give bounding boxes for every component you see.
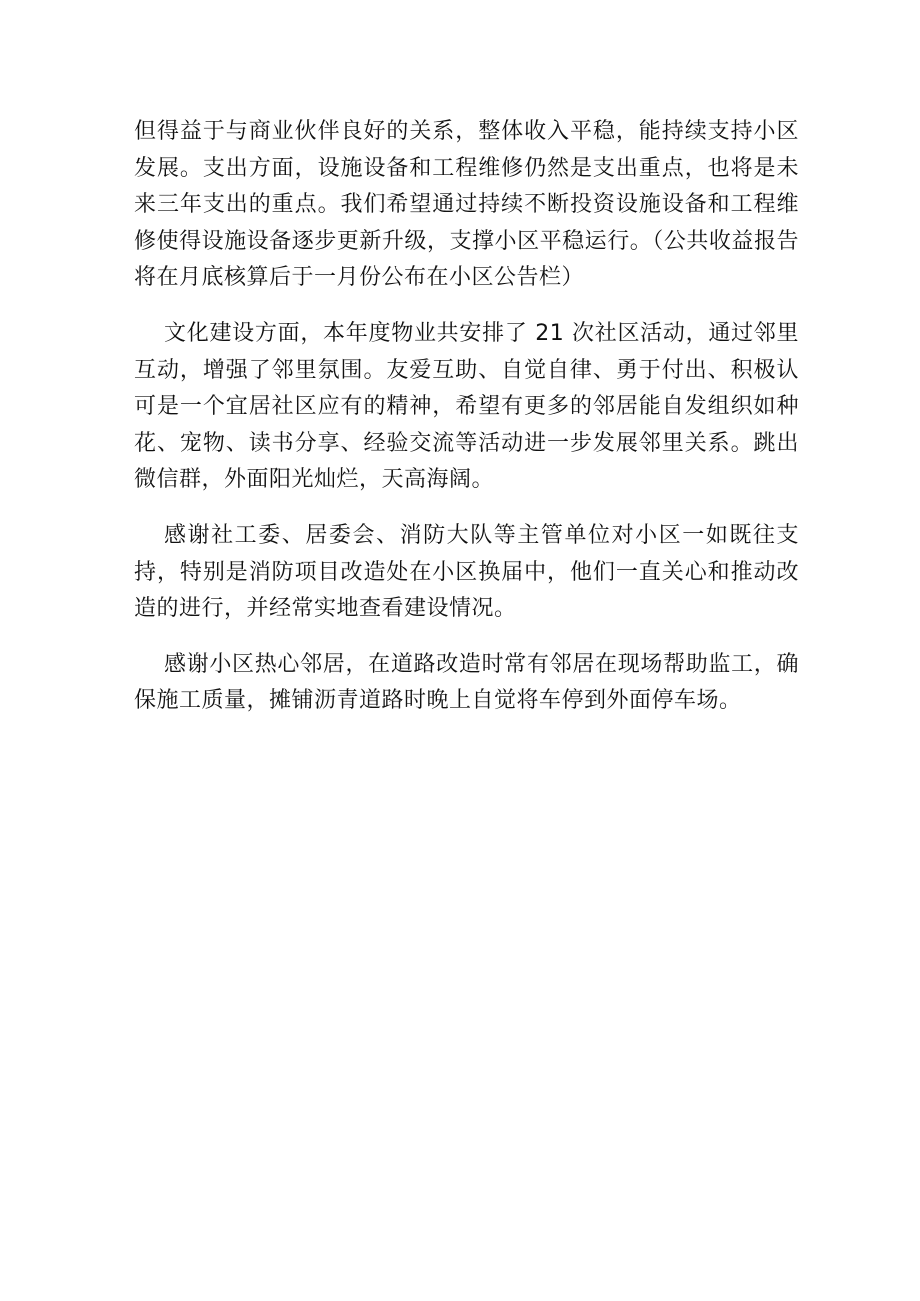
body-text (134, 114, 799, 739)
paragraph-thanks-authorities: 感谢社工委、居委会、消防大队等主管单位对小区一如既往支持，特别是消防项目改造处在小区换届中，他们一直关心和推动改造的进行，并经常实地查看建设情况。 (134, 522, 799, 622)
paragraph-income-expense: 但得益于与商业伙伴良好的关系，整体收入平稳，能持续支持小区发展。支出方面，设施设备和工程维修仍然是支出重点，也将是未来三年支出的重点。我们希望通过持续不断投资设施设备和工程维修使得设施设备逐步更新升级，支撑小区平稳运行。（公共收益报告将在月底核算后于一月份公布在小区公告栏） (134, 119, 799, 291)
paragraph-culture: 文化建设方面，本年度物业共安排了 21 次社区活动，通过邻里互动，增强了邻里氛围。友爱互助、自觉自律、勇于付出、积极认可是一个宜居社区应有的精神，希望有更多的邻居能自发组织如种花、宠物、读书分享、经验交流等活动进一步发展邻里关系。跳出微信群，外面阳光灿烂，天高海阔。 (134, 320, 799, 493)
paragraph-thanks-neighbors: 感谢小区热心邻居，在道路改造时常有邻居在现场帮助监工，确保施工质量，摊铺沥青道路时晚上自觉将车停到外面停车场。 (134, 651, 799, 714)
